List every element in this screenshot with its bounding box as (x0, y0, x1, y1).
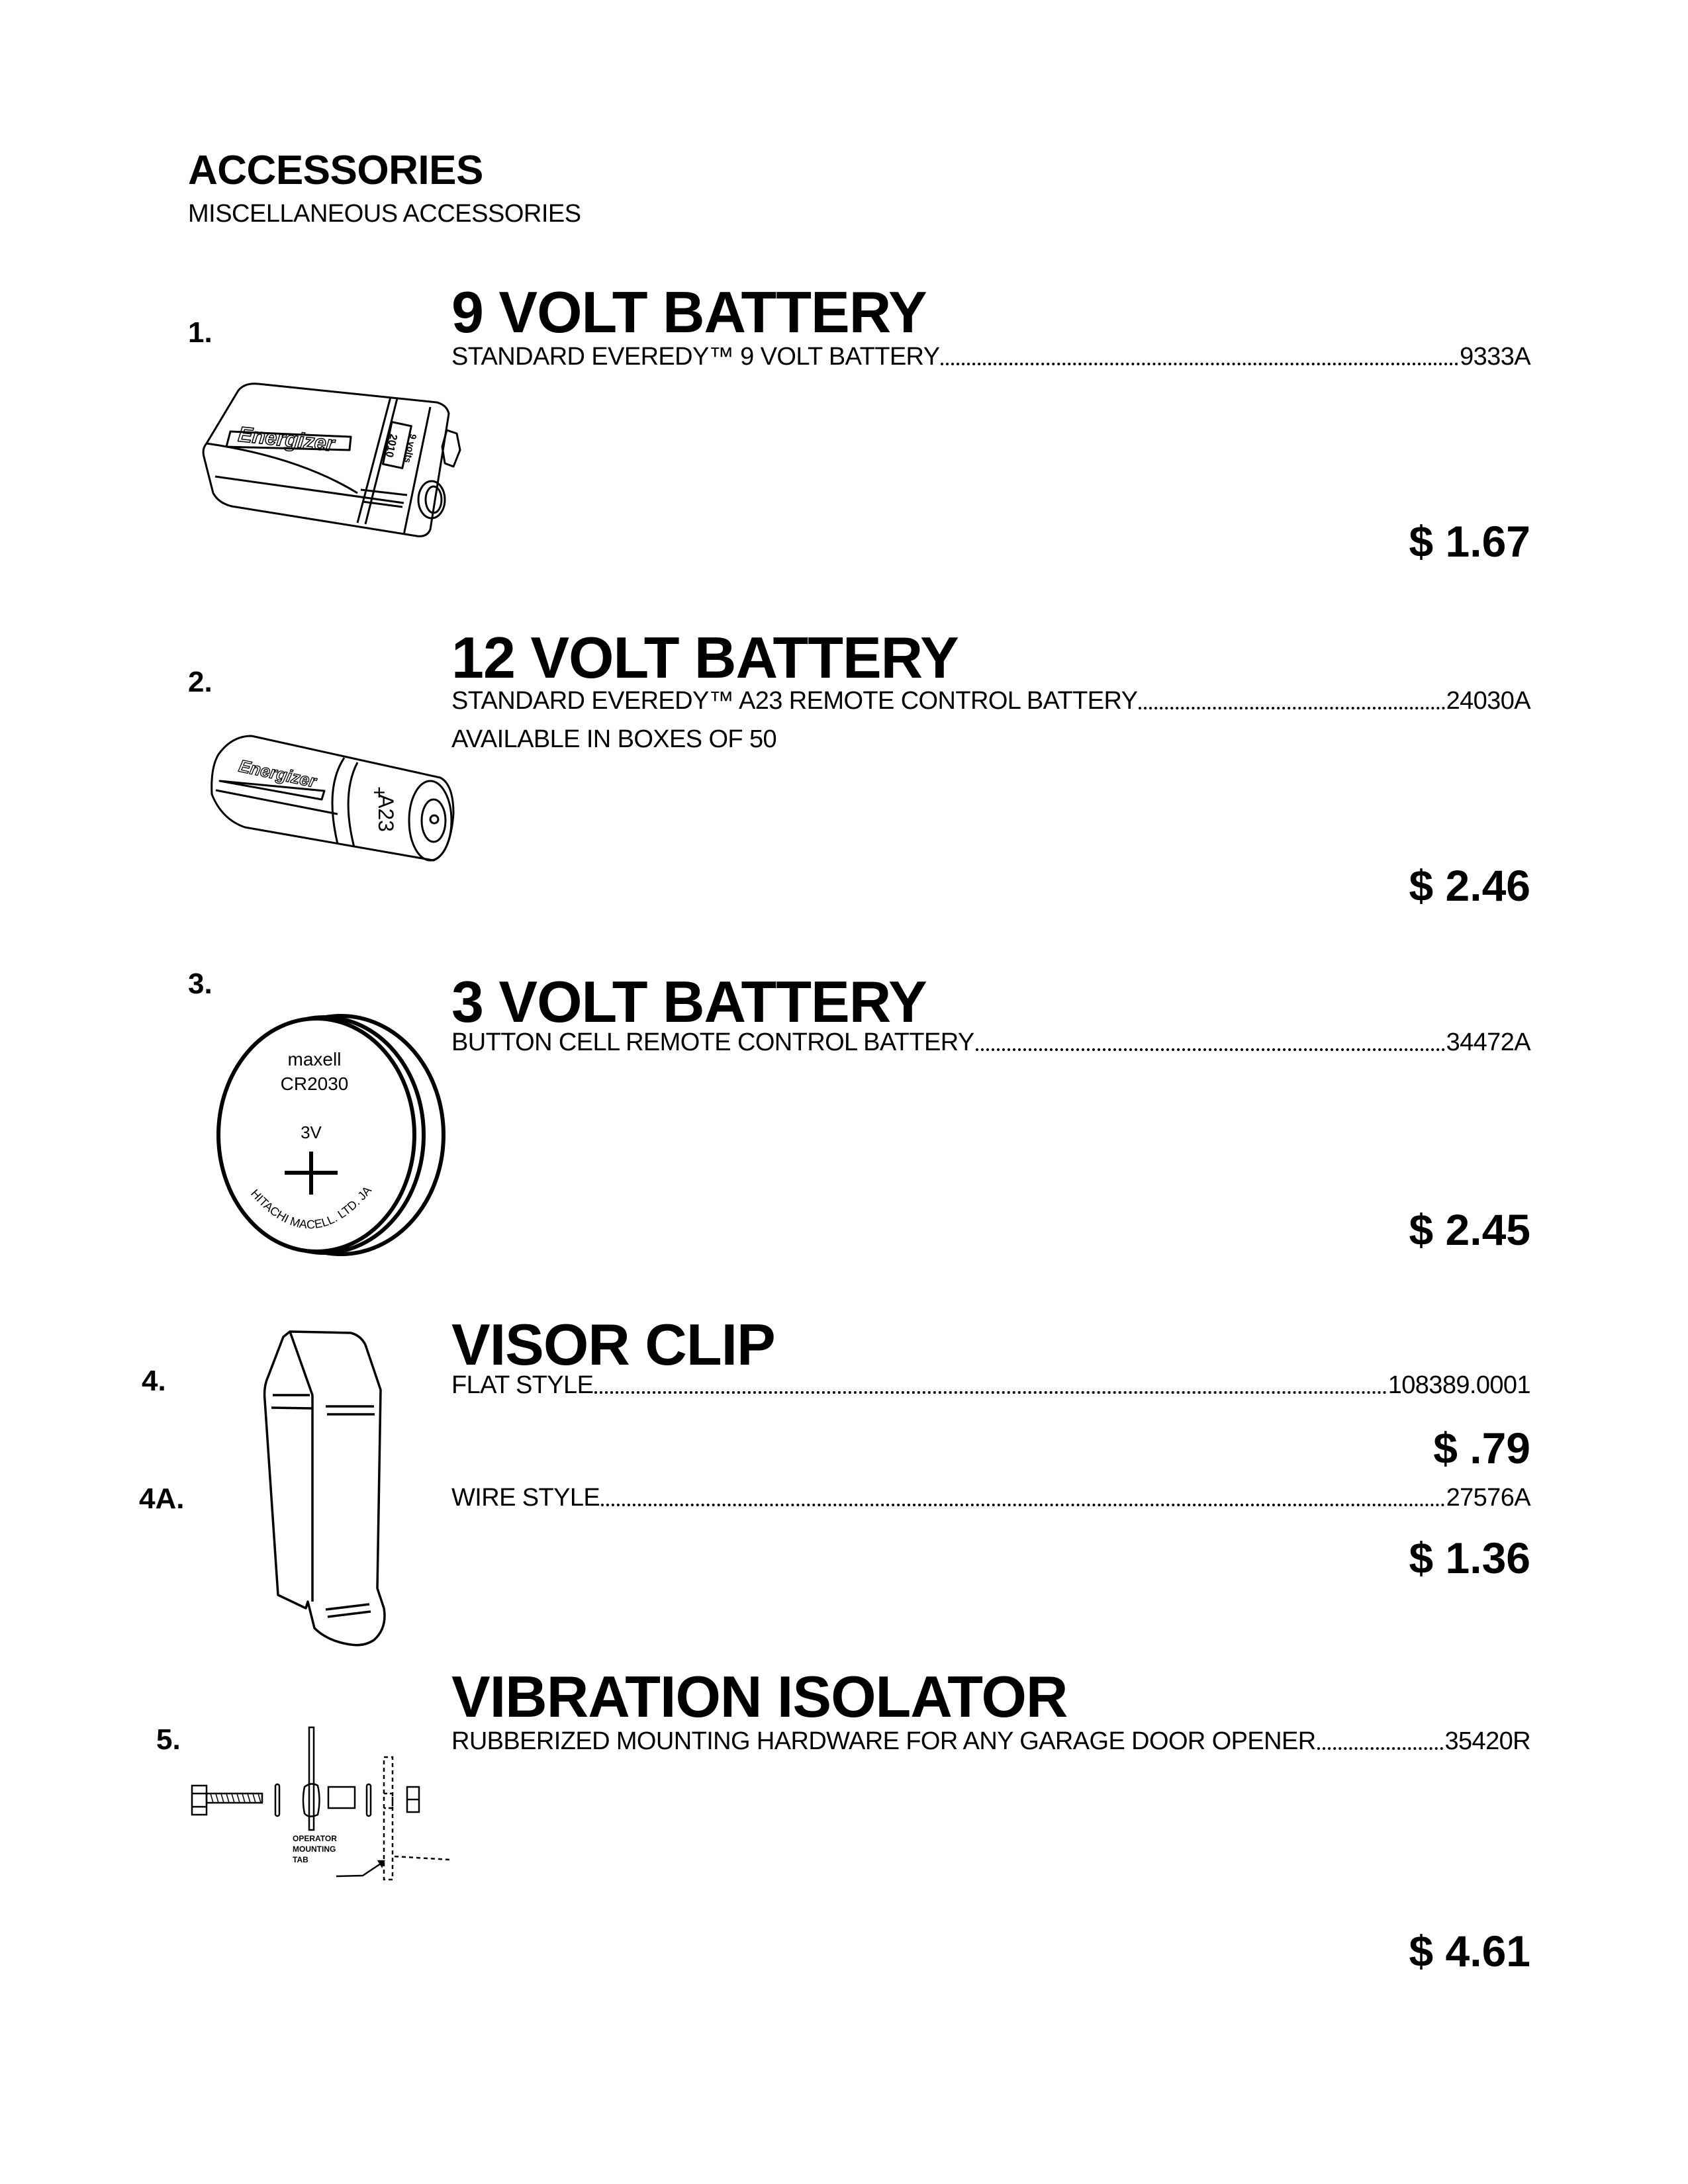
item-number: 2. (188, 666, 212, 698)
part-number: 9333A (1460, 343, 1530, 371)
product-note: AVAILABLE IN BOXES OF 50 (451, 725, 777, 753)
line-description: FLAT STYLE (451, 1371, 594, 1399)
part-number: 27576A (1446, 1484, 1530, 1512)
dot-leader (941, 363, 1458, 365)
svg-text:2010: 2010 (383, 433, 399, 459)
part-number: 24030A (1446, 687, 1530, 715)
product-line (451, 1729, 1530, 1754)
dot-leader (1139, 707, 1444, 709)
product-title: 12 VOLT BATTERY (451, 625, 959, 690)
price: $ 4.61 (1409, 1927, 1530, 1976)
part-number: 34472A (1446, 1028, 1530, 1056)
vibration-isolator-diagram-icon (185, 1727, 463, 1886)
product-title: VISOR CLIP (451, 1312, 775, 1377)
price-wire: $ 1.36 (1409, 1533, 1530, 1582)
svg-text:HITACHI MACELL. LTD. JAPAN: HITACHI MACELL. LTD. JAPAN (181, 992, 375, 1232)
price-flat: $ .79 (1433, 1424, 1530, 1473)
svg-text:A23: A23 (374, 794, 398, 832)
item-number: 4. (142, 1365, 166, 1397)
dot-leader (1317, 1747, 1444, 1750)
svg-text:OPERATOR: OPERATOR (293, 1834, 337, 1843)
price: $ 2.45 (1409, 1205, 1530, 1254)
item-number-alt: 4A. (139, 1482, 185, 1515)
catalog-subtitle: MISCELLANEOUS ACCESSORIES (188, 200, 581, 228)
visor-clip-icon (252, 1330, 397, 1668)
product-line-wire (451, 1485, 1530, 1510)
svg-text:Energizer: Energizer (237, 422, 336, 456)
svg-text:+: + (367, 786, 391, 799)
product-title: VIBRATION ISOLATOR (451, 1664, 1068, 1729)
svg-text:maxell: maxell (287, 1049, 342, 1069)
line-description: RUBBERIZED MOUNTING HARDWARE FOR ANY GARAGE DOOR OPENER (451, 1727, 1316, 1755)
product-line (451, 344, 1530, 369)
nine-volt-battery-icon (192, 371, 470, 543)
svg-text:TAB: TAB (293, 1855, 308, 1864)
line-description: BUTTON CELL REMOTE CONTROL BATTERY (451, 1028, 974, 1056)
part-number: 108389.0001 (1387, 1371, 1530, 1399)
product-title: 9 VOLT BATTERY (451, 279, 927, 345)
product-line (451, 1030, 1530, 1055)
line-description: WIRE STYLE (451, 1484, 600, 1512)
dot-leader (976, 1048, 1445, 1051)
dot-leader (594, 1391, 1386, 1394)
svg-text:9 volts: 9 volts (402, 433, 419, 465)
svg-text:3V: 3V (301, 1122, 322, 1142)
line-description: STANDARD EVEREDY™ A23 REMOTE CONTROL BATTERY (451, 687, 1138, 715)
a23-battery-icon (192, 728, 470, 874)
part-number: 35420R (1444, 1727, 1530, 1755)
item-number: 1. (188, 316, 212, 349)
price: $ 2.46 (1409, 861, 1530, 910)
svg-text:MOUNTING: MOUNTING (293, 1844, 336, 1854)
line-description: STANDARD EVEREDY™ 9 VOLT BATTERY (451, 343, 940, 371)
product-title: 3 VOLT BATTERY (451, 969, 927, 1034)
catalog-title: ACCESSORIES (188, 148, 483, 193)
svg-text:CR2030: CR2030 (280, 1073, 349, 1094)
product-line-flat (451, 1373, 1530, 1398)
product-line (451, 688, 1530, 713)
dot-leader (601, 1504, 1444, 1506)
coin-cell-battery-icon (181, 992, 450, 1267)
item-number: 3. (188, 968, 212, 1000)
price: $ 1.67 (1409, 517, 1530, 566)
item-number: 5. (156, 1723, 181, 1756)
svg-text:Energizer: Energizer (237, 755, 318, 792)
